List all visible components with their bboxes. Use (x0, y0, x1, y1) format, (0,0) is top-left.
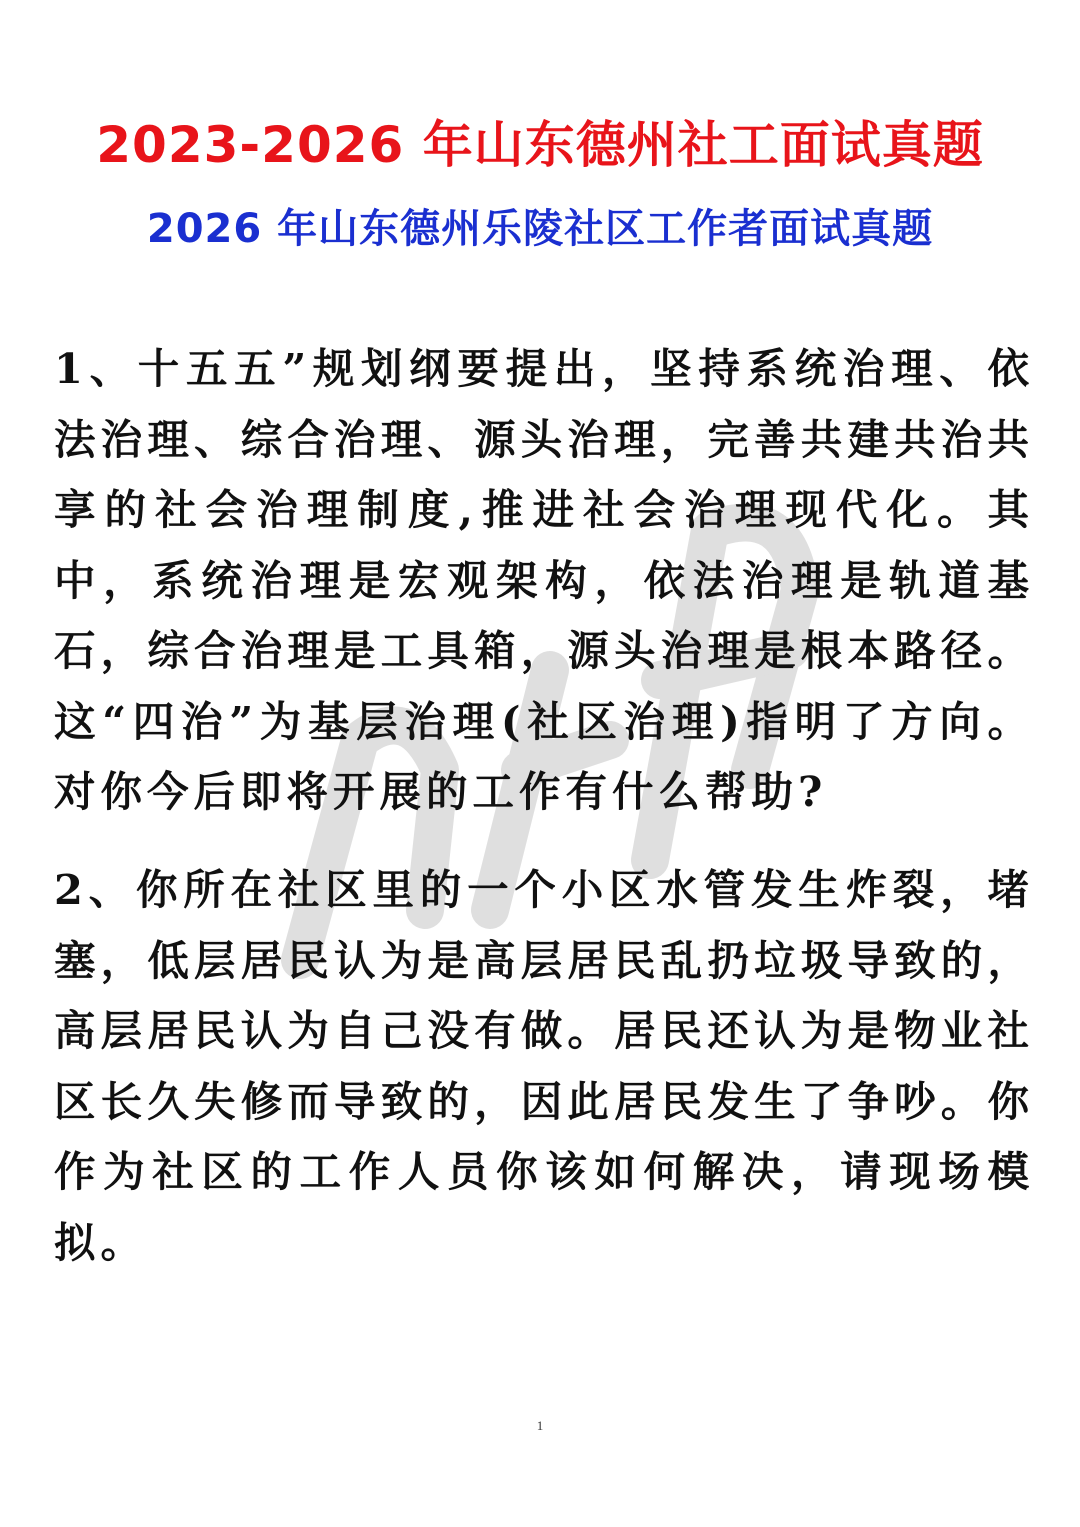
page-title: 2023-2026 年山东德州社工面试真题 (96, 116, 984, 174)
question-1: 1、十五五”规划纲要提出，坚持系统治理、依法治理、综合治理、源头治理，完善共建共治共享的社会治理制度,推进社会治理现代化。其中，系统治理是宏观架构，依法治理是轨道基石，综合治理是工具箱，源头治理是根本路径。这“四治”为基层治理(社区治理)指明了方向。对你今后即将开展的工作有什么帮助? (54, 344, 1034, 816)
page-number: 1 (536, 1418, 544, 1433)
question-2: 2、你所在社区里的一个小区水管发生炸裂，堵塞，低层居民认为是高层居民乱扔垃圾导致的，高层居民认为自己没有做。居民还认为是物业社区长久失修而导致的，因此居民发生了争吵。你作为社区的工作人员你该如何解决，请现场模拟。 (54, 865, 1034, 1267)
page-subtitle: 2026 年山东德州乐陵社区工作者面试真题 (146, 206, 934, 252)
